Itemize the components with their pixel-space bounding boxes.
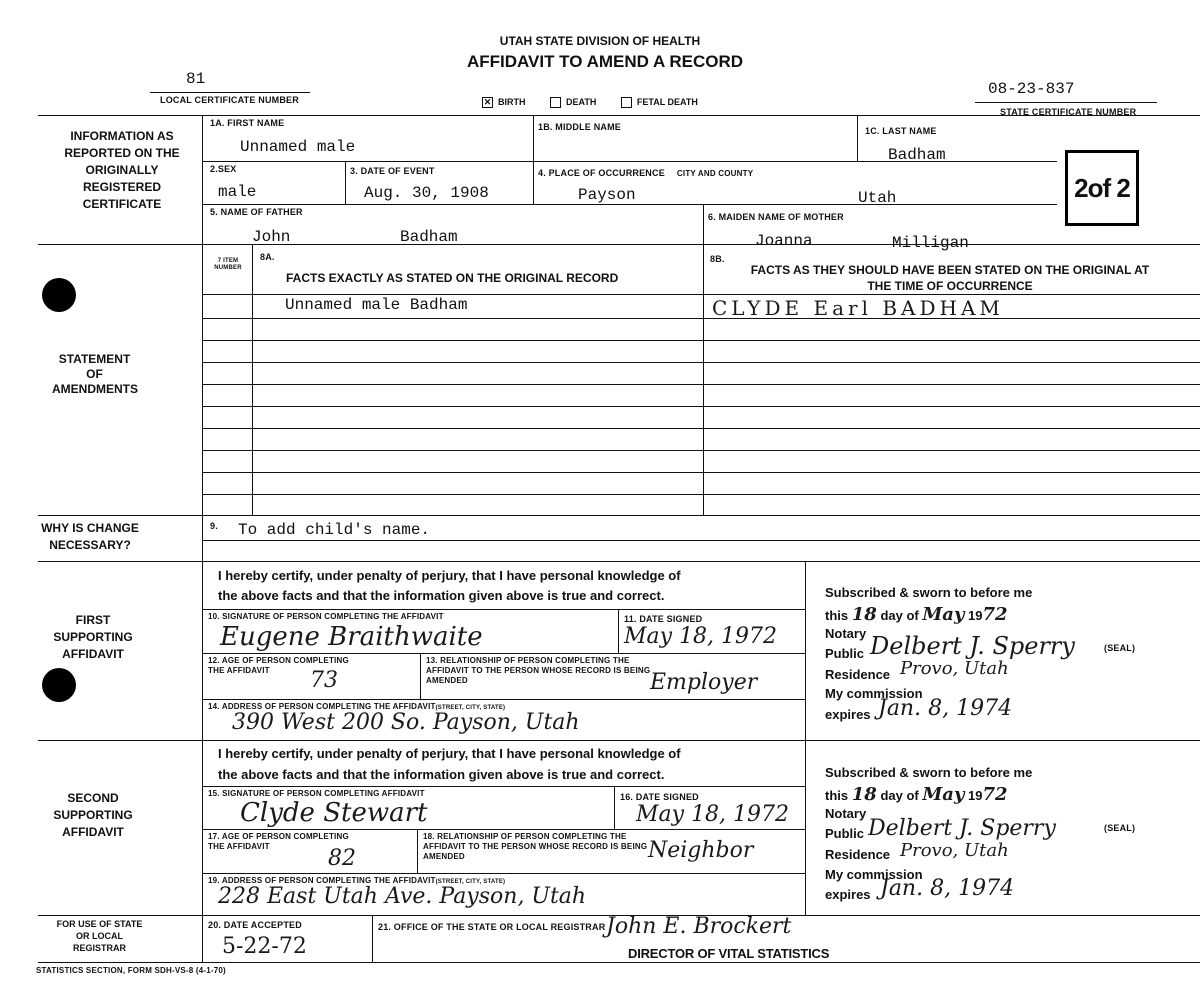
notary1-this-line: this 18 day of May 1972: [825, 604, 1008, 625]
notary2-line1: Subscribed & sworn to before me: [825, 765, 1033, 780]
rule-v-middle-name: [533, 115, 534, 161]
father-first-value: John: [252, 228, 291, 246]
notary2-notary: Notary: [825, 806, 867, 821]
notary1-notary: Notary: [825, 626, 867, 641]
why-reason: To add child's name.: [238, 521, 431, 539]
notary2-this-line: this 18 day of May 1972: [825, 784, 1008, 805]
second-address: 228 East Utah Ave. Payson, Utah: [218, 884, 587, 909]
first-certify-line2: the above facts and that the information given above is true and correct.: [218, 588, 665, 603]
notary2-commission: My commission: [825, 867, 923, 882]
amend-row1-corrected: CLYDE Earl BADHAM: [712, 296, 1004, 320]
date-value: Aug. 30, 1908: [364, 184, 489, 202]
first-certify-line1: I hereby certify, under penalty of perjury, that I have personal knowledge of: [218, 568, 681, 583]
second-age-label: 17. AGE OF PERSON COMPLETING THE AFFIDAVIT: [208, 832, 349, 851]
notary2-expires-value: Jan. 8, 1974: [880, 876, 1015, 901]
agency-name: UTAH STATE DIVISION OF HEALTH: [499, 34, 701, 48]
second-certify-line2: the above facts and that the information given above is true and correct.: [218, 767, 665, 782]
second-rule-3: [202, 873, 805, 874]
record-type-options: [482, 97, 698, 108]
section-first: FIRST SUPPORTING AFFIDAVIT: [53, 613, 133, 661]
death-checkbox[interactable]: DEATH: [550, 97, 596, 107]
amend-rule-6: [202, 428, 1200, 429]
rule-row2-bottom: [202, 204, 1057, 205]
local-cert-underline: [150, 92, 310, 93]
place-label: 4. PLACE OF OCCURRENCE CITY AND COUNTY: [538, 168, 754, 178]
second-certify-line1: I hereby certify, under penalty of perjury, that I have personal knowledge of: [218, 746, 681, 761]
amend-rule-2: [202, 340, 1200, 341]
rule-why-bottom: [38, 561, 1200, 562]
registrar-title: DIRECTOR OF VITAL STATISTICS: [628, 946, 830, 961]
amend-rule-1: [202, 318, 1200, 319]
first-rule-v-date: [618, 609, 619, 653]
last-name-label: 1C. LAST NAME: [865, 126, 937, 136]
second-age: 82: [328, 846, 356, 871]
second-date-signed: May 18, 1972: [636, 802, 790, 827]
second-rule-2: [202, 829, 805, 830]
form-footer: STATISTICS SECTION, FORM SDH-VS-8 (4-1-70): [36, 966, 226, 975]
notary2-expires: expires: [825, 887, 871, 902]
amend-row1-original: Unnamed male Badham: [285, 296, 468, 314]
rule-section-divider: [202, 115, 203, 962]
place-state-value: Utah: [858, 189, 897, 207]
rule-info-bottom: [38, 244, 1200, 245]
section-info: INFORMATION AS REPORTED ON THE ORIGINALLY REGISTERED CERTIFICATE: [64, 129, 180, 211]
first-rule-1: [202, 609, 805, 610]
second-rule-v-date: [614, 786, 615, 829]
form-title: AFFIDAVIT TO AMEND A RECORD: [466, 52, 744, 71]
empty-box-icon: [550, 97, 561, 108]
second-relationship: Neighbor: [648, 838, 754, 863]
first-age-label: 12. AGE OF PERSON COMPLETING THE AFFIDAVIT: [208, 656, 349, 675]
amend-rule-header: [202, 294, 1200, 295]
rule-v-last-name: [857, 115, 858, 161]
rule-top: [38, 115, 1200, 116]
punch-hole-bottom: [42, 668, 76, 702]
second-addr-label: 19. ADDRESS OF PERSON COMPLETING THE AFFIDAVIT(STREET, CITY, STATE): [208, 876, 506, 885]
rule-first-bottom: [38, 740, 1200, 741]
section-amendments: STATEMENT OF AMENDMENTS: [52, 352, 138, 396]
notary1-residence-value: Provo, Utah: [900, 658, 1009, 679]
first-rule-3: [202, 699, 805, 700]
first-rule-v-rel: [420, 653, 421, 699]
first-rel-label: 13. RELATIONSHIP OF PERSON COMPLETING THE AFFIDAVIT TO THE PERSON WHOSE RECORD IS BEING AMENDED: [426, 656, 651, 685]
local-cert-number: 81: [186, 70, 206, 88]
notary1-public-signature: Delbert J. Sperry: [870, 632, 1075, 660]
why-rule: [202, 540, 1200, 541]
amend-rule-9: [202, 494, 1200, 495]
state-cert-underline: [975, 102, 1157, 103]
second-date-label: 16. DATE SIGNED: [620, 792, 699, 802]
second-rel-label: 18. RELATIONSHIP OF PERSON COMPLETING THE AFFIDAVIT TO THE PERSON WHOSE RECORD IS BEING AMENDED: [423, 832, 648, 861]
birth-checkbox[interactable]: ✕ BIRTH: [483, 97, 526, 108]
first-date-signed: May 18, 1972: [624, 624, 778, 649]
section-registrar: FOR USE OF STATE OR LOCAL REGISTRAR: [56, 919, 143, 953]
date-accepted-value: 5-22-72: [222, 934, 307, 959]
notary2-residence-value: Provo, Utah: [900, 840, 1009, 861]
notary2-residence: Residence: [825, 847, 891, 862]
col-a-number: 8A.: [260, 252, 275, 262]
punch-hole-top: [42, 278, 76, 312]
amend-rule-8: [202, 472, 1200, 473]
amend-rule-4: [202, 384, 1200, 385]
mother-last-value: Milligan: [892, 234, 969, 252]
notary1-commission: My commission: [825, 686, 923, 701]
item-number-label: 7 ITEM NUMBER: [214, 258, 242, 271]
col-b-header: FACTS AS THEY SHOULD HAVE BEEN STATED ON THE ORIGINAL AT THE TIME OF OCCURRENCE: [750, 263, 1150, 293]
col-a-header: FACTS EXACTLY AS STATED ON THE ORIGINAL RECORD: [286, 271, 619, 285]
amend-rule-3: [202, 362, 1200, 363]
sex-label: 2.SEX: [210, 164, 237, 174]
rule-v-sex: [345, 161, 346, 204]
notary1-residence: Residence: [825, 667, 891, 682]
mother-first-value: Joanna: [755, 232, 813, 250]
first-sig-label: 10. SIGNATURE OF PERSON COMPLETING THE AFFIDAVIT: [208, 612, 444, 621]
sex-value: male: [218, 183, 257, 201]
second-rule-1: [202, 786, 805, 787]
section-why: WHY IS CHANGE NECESSARY?: [41, 521, 139, 552]
rule-registrar-bottom: [38, 962, 1200, 963]
rule-v-item-col: [252, 244, 253, 515]
first-signature[interactable]: Eugene Braithwaite: [220, 622, 483, 652]
registrar-signature: John E. Brockert: [606, 914, 792, 939]
last-name-value: Badham: [888, 146, 946, 164]
notary2-public-signature: Delbert J. Sperry: [868, 816, 1056, 841]
empty-box-icon: [621, 97, 632, 108]
registrar-office-label: 21. OFFICE OF THE STATE OR LOCAL REGISTRAR: [378, 922, 606, 932]
rule-v-date: [533, 161, 534, 204]
amend-rule-7: [202, 450, 1200, 451]
rule-amend-bottom: [38, 515, 1200, 516]
second-sig-label: 15. SIGNATURE OF PERSON COMPLETING AFFIDAVIT: [208, 789, 425, 798]
rule-v-registrar: [372, 915, 373, 962]
first-name-label: 1A. FIRST NAME: [210, 118, 285, 128]
first-address: 390 West 200 So. Payson, Utah: [232, 710, 580, 735]
notary1-expires: expires: [825, 707, 871, 722]
checked-box-icon: ✕: [483, 97, 492, 108]
rule-v-notary2: [805, 740, 806, 915]
rule-v-notary1: [805, 561, 806, 740]
notary2-seal: (SEAL): [1104, 823, 1136, 833]
col-b-number: 8B.: [710, 254, 725, 264]
middle-name-label: 1B. MIDDLE NAME: [538, 122, 622, 132]
fetal-death-checkbox[interactable]: FETAL DEATH: [621, 97, 698, 107]
mother-label: 6. MAIDEN NAME OF MOTHER: [708, 212, 844, 222]
page-stamp: 2of 2: [1065, 150, 1139, 226]
amend-rule-5: [202, 406, 1200, 407]
notary1-seal: (SEAL): [1104, 643, 1136, 653]
section-second: SECOND SUPPORTING AFFIDAVIT: [53, 791, 133, 839]
notary1-expires-value: Jan. 8, 1974: [878, 696, 1013, 721]
first-date-label: 11. DATE SIGNED: [624, 614, 703, 624]
first-age: 73: [310, 668, 338, 693]
notary2-public: Public: [825, 826, 865, 841]
second-rule-v-rel: [417, 829, 418, 873]
first-name-value: Unnamed male: [240, 138, 356, 156]
notary1-public: Public: [825, 646, 865, 661]
place-city-value: Payson: [578, 186, 636, 204]
why-number: 9.: [210, 521, 218, 531]
rule-v-mother: [703, 204, 704, 515]
father-label: 5. NAME OF FATHER: [210, 207, 303, 217]
notary1-line1: Subscribed & sworn to before me: [825, 585, 1033, 600]
state-cert-number: 08-23-837: [988, 80, 1075, 98]
first-relationship: Employer: [650, 670, 758, 695]
first-rule-2: [202, 653, 805, 654]
local-cert-label: LOCAL CERTIFICATE NUMBER: [160, 95, 299, 105]
state-cert-label: STATE CERTIFICATE NUMBER: [1000, 107, 1137, 117]
date-label: 3. DATE OF EVENT: [350, 166, 435, 176]
father-last-value: Badham: [400, 228, 458, 246]
second-signature[interactable]: Clyde Stewart: [240, 798, 428, 828]
first-addr-label: 14. ADDRESS OF PERSON COMPLETING THE AFFIDAVIT(STREET, CITY, STATE): [208, 702, 506, 711]
date-accepted-label: 20. DATE ACCEPTED: [208, 920, 302, 930]
